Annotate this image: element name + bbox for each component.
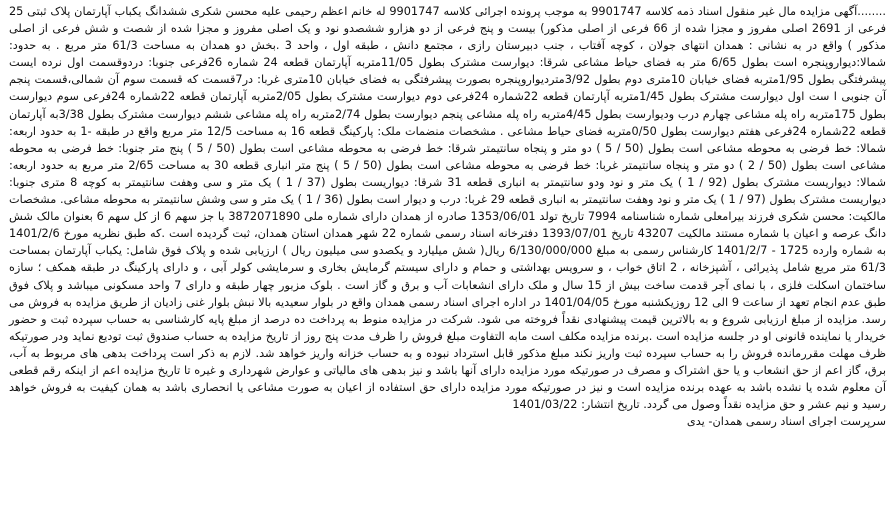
notice-body: ........آگهی مزایده مال غیر منقول اسناد ذمه کلاسه 9901747 به موجب پرونده اجرائی کلاسه 9901747 له خانم اعظم رحیمی علیه محسن شکری ششدانگ یکباب آپارتمان پلاک ثبتی 25 فرعی از 2691 اصلی مفروز و مجزا شده از 66 فرعی از اصلی مذکور) بیست و پنج فرعی از دو هزارو ششصدو نود و یک اصلی مفروز و مجزا شده از شصت و شش فرعی از اصلی مذکور ) واقع در به نشانی : همدان انتهای جولان ، کوچه آفتاب ، جنب دبیرستان رازی ، مجتمع دانش ، طبقه اول ، واحد 3 .بخش دو همدان به مساحت 61/3 متر مربع . به حدود: شمالا:دیواروپنجره است بطول 6/65 متر به فضای حیاط مشاعی شرقا: دیوارست مشترک بطول 11/05متربه آپارتمان قطعه 24 شماره 26فرعی جنوبا: دردوقسمت اول نرده ایست پیشرفتگی بطول 1/95متربه فضای خیابان 10متری دوم بطول 3/92متردیواروپنجره بصورت پیشرفتگی به فضای خیابان 10متری غربا: در7قسمت که قسمت سوم آن شمالی،قسمت پنجم آن جنوبی ا ست اول دیوارست مشترک بطول 1/45متربه آپارتمان قطعه 22شماره 24فرعی دوم دیوارست مشترک بطول 2/05متربه آپارتمان قطعه 22شماره 24فرعی سوم دیوارست بطول 175متربه راه پله مشاعی چهارم درب ودیوارست بطول 4/45متربه راه پله مشاعی پنجم دیوارست بطول 2/74متربه راه پله مشاعی ششم دیوارست مشترک بطول 3/38به آپارتمان قطعه 22شماره 24فرعی هفتم دیوارست بطول 0/50متربه فضای حیاط مشاعی . مشخصات منضمات ملک: پارکینگ قطعه 16 به مساحت 12/5 متر مربع واقع در طبقه -1 به حدود اربعه: شمالا: خط فرضی به محوطه مشاعی است بطول (50 / 5 ) دو متر و پنجاه سانتیمتر شرقا: خط فرضی به محوطه مشاعی است بطول (50 / 5 ) پنج متر جنوبا: خط فرضی به محوطه مشاعی است بطول (50 / 2 ) دو متر و پنجاه سانتیمتر غربا: خط فرضی به محوطه مشاعی است بطول (50 / 5 ) پنج متر انباری قطعه 30 به مساحت 2/65 متر مربع به حدود اربعه: شمالا: دیواریست مشترک بطول (92 / 1 ) یک متر و نود ودو سانتیمتر به انباری قطعه 31 شرقا: دیواریست بطول (37 / 1 ) یک متر و سی وهفت سانتیمتر به کوچه 8 متری جنوبا: دیواریست مشترک بطول (97 / 1 ) یک متر و نود وهفت سانتیمتر به انباری قطعه 29 غربا: درب و دیوار است بطول (36 / 1 ) یک متر و سی وشش سانتیمتر به محوطه مشاعی. مشخصات مالکیت: محسن شکری فرزند بیرامعلی شماره شناسنامه 7994 تاریخ تولد 1353/06/01 صادره از همدان دارای شماره ملی 3872071890 با جز سهم 6 از کل سهم 6 بعنوان مالک شش دانگ عرصه و اعیان با شماره مستند مالکیت 43207 تاریخ 1393/07/01 دفترخانه اسناد رسمی شماره 22 شهر همدان استان همدان، ثبت گردیده است .که طبق نظریه مورخ 1401/2/6 به شماره وارده 1725 - 1401/2/7 کارشناس رسمی به مبلغ 6/130/000/000 ریال( شش میلیارد و یکصدو سی میلیون ریال ) ارزیابی شده و پلاک فوق شامل: یکباب آپارتمان بمساحت 61/3 متر مربع شامل پذیرائی ، آشپزخانه ، 2 اتاق خواب ، و سرویس بهداشتی و حمام و دارای سیستم گرمایش بخاری و سرمایشی کولر آبی ، و دارای پارکینگ در طبقه همکف ؛ سازه ساختمان اسکلت فلزی ، با نمای آجر قدمت ساخت بیش از 15 سال و ملک دارای انشعابات آب و برق و گاز است . بلوک مزبور چهار طبقه و دارای 7 واحد مسکونی میباشد و پلاک فوق طبق عدم انجام تعهد از ساعت 9 الی 12 روزیکشنبه مورخ 1401/04/05 در اداره اجرای اسناد رسمی همدان واقع در بلوار سعیدیه بالا نبش بلوار غنی زادیان از طریق مزایده به فروش می رسد. مزایده از مبلغ ارزیابی شروع و به بالاترین قیمت پیشنهادی نقداً فروخته می شود. شرکت در مزایده منوط به پرداخت ده درصد از مبلغ پایه کارشناسی به حساب سپرده ثبت و حضور خریدار یا نماینده قانونی او در جلسه مزایده است .برنده مزایده مکلف است مابه التفاوت مبلغ فروش را ظرف مدت پنج روز از تاریخ مزایده به حساب صندوق ثبت تودیع نماید ودر صورتیکه ظرف مهلت مقررمانده فروش را به حساب سپرده ثبت واریز نکند مبلغ مذکور قابل استرداد نبوده و به حساب خزانه واریز خواهد شد. لازم به ذکر است پرداخت بدهی های مربوط به آب، برق، گاز اعم از حق انشعاب و یا حق اشتراک و مصرف در صورتیکه مورد مزایده دارای آنها باشد و نیز بدهی های مالیاتی و عوارض شهرداری و غیره تا تاریخ مزایده اعم از اینکه رقم قطعی آن معلوم شده یا نشده باشد به عهده برنده مزایده است و نیز در صورتیکه مورد مزایده دارای حق استفاده از اعیان به صورت مشاعی یا انحصاری باشد به همان کیفیت به فروش خواهد رسید و نیم عشر و حق مزایده نقداً وصول می گردد. تاریخ انتشار: 1401/03/22 <box>9 5 887 412</box>
notice-signature: سرپرست اجرای اسناد رسمی همدان- یدی <box>686 415 886 429</box>
